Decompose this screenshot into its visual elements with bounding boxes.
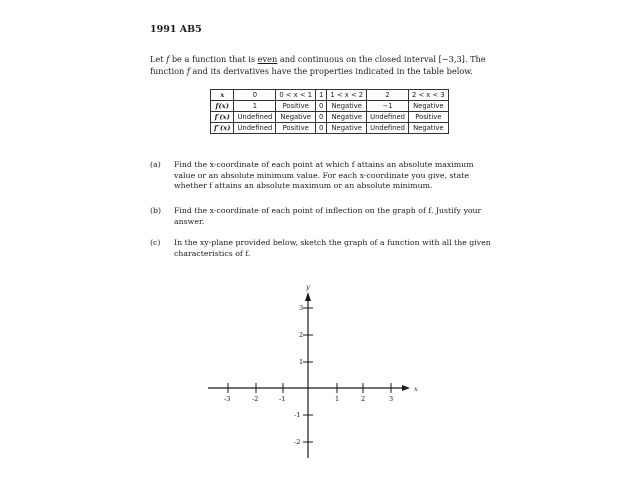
question-label: (c) — [150, 238, 161, 247]
y-tick-label: -2 — [294, 438, 301, 446]
table-cell: f″(x) — [211, 123, 234, 134]
problem-heading: 1991 AB5 — [150, 24, 202, 35]
table-cell: Negative — [408, 101, 448, 112]
table-cell: Negative — [327, 112, 367, 123]
question-text: Find the x-coordinate of each point of inflection on the graph of f. Justify your answer. — [174, 206, 482, 226]
table-cell: 1 — [234, 101, 276, 112]
y-axis-arrow-icon — [305, 292, 311, 301]
table-cell: Negative — [327, 101, 367, 112]
question-text: Find the x-coordinate of each point at which f attains an absolute maximum value or an absolute minimum value. For each x-coordinate you give, state whether f attains an absolute maximum or an absolute minimum. — [174, 160, 474, 190]
x-tick-label: -3 — [224, 395, 231, 403]
table-cell: −1 — [367, 101, 409, 112]
table-cell: Negative — [327, 123, 367, 134]
table-cell: 0 < x < 1 — [276, 90, 316, 101]
table-cell: Positive — [276, 123, 316, 134]
y-tick-label: -1 — [294, 411, 301, 419]
table-cell: 1 < x < 2 — [327, 90, 367, 101]
table-cell: f(x) — [211, 101, 234, 112]
x-tick-label: 1 — [335, 395, 340, 403]
table-cell: x — [211, 90, 234, 101]
table-cell: 2 < x < 3 — [408, 90, 448, 101]
x-axis-label: x — [414, 385, 418, 393]
table-cell: 1 — [316, 90, 327, 101]
x-tick-label: 3 — [389, 395, 394, 403]
table-cell: Undefined — [367, 123, 409, 134]
table-cell: 2 — [367, 90, 409, 101]
table-cell: Positive — [408, 112, 448, 123]
table-cell: 0 — [234, 90, 276, 101]
x-axis-arrow-icon — [402, 385, 410, 391]
problem-intro: Let f be a function that is even and continuous on the closed interval [−3,3]. The function f and its derivatives have the properties indicated in the table below. — [150, 54, 486, 76]
y-tick-label: 2 — [299, 331, 304, 339]
question-label: (a) — [150, 160, 161, 169]
table-cell: Positive — [276, 101, 316, 112]
table-cell: Negative — [276, 112, 316, 123]
x-tick-label: 2 — [361, 395, 366, 403]
table-cell: Negative — [408, 123, 448, 134]
table-cell: Undefined — [234, 112, 276, 123]
question-label: (b) — [150, 206, 162, 215]
x-tick-label: -1 — [279, 395, 286, 403]
table-cell: Undefined — [367, 112, 409, 123]
table-cell: f′(x) — [211, 112, 234, 123]
y-tick-label: 3 — [299, 304, 304, 312]
y-tick-label: 1 — [299, 358, 304, 366]
table-cell: 0 — [316, 101, 327, 112]
table-cell: Undefined — [234, 123, 276, 134]
table-cell: 0 — [316, 123, 327, 134]
x-tick-label: -2 — [252, 395, 259, 403]
question-text: In the xy-plane provided below, sketch the graph of a function with all the given characteristics of f. — [174, 238, 491, 258]
y-axis-label: y — [306, 283, 310, 291]
table-cell: 0 — [316, 112, 327, 123]
